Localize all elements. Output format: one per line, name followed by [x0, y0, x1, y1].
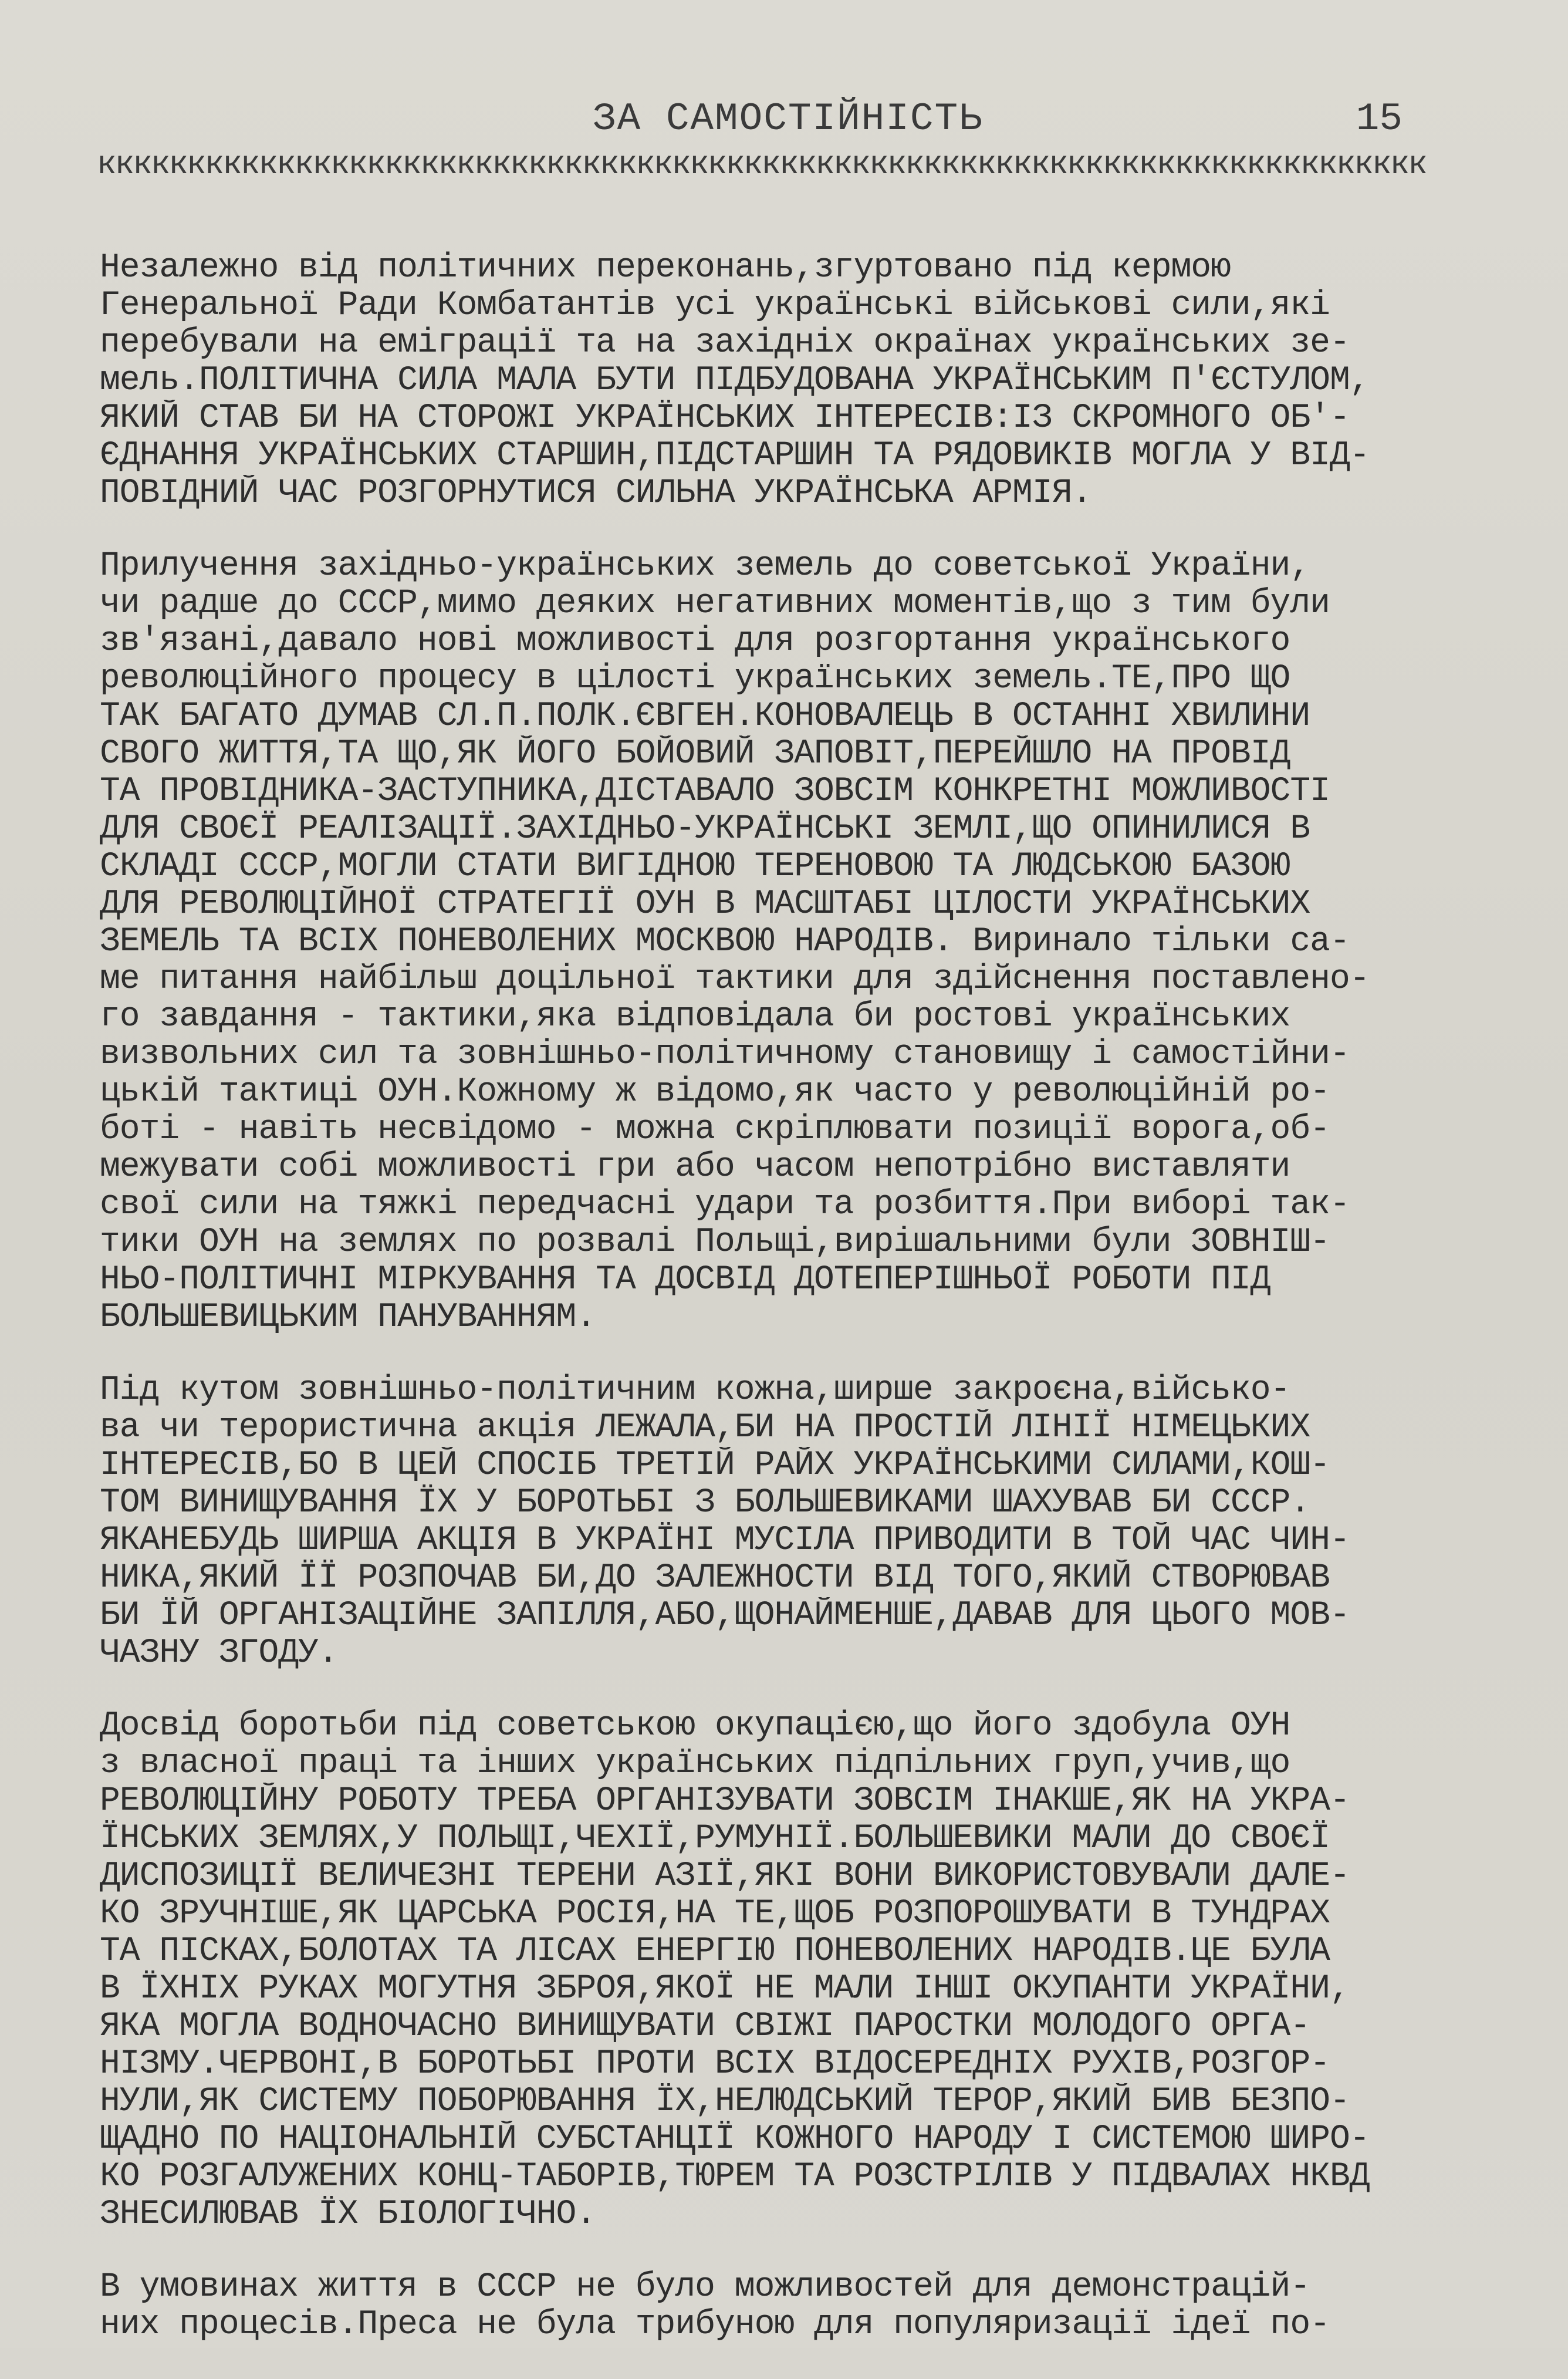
- typed-rule-line: кккккккккккккккккккккккккккккккккккккккккккккккккккккккккккккккккккккккккк: [97, 146, 1426, 183]
- page-number: 15: [1356, 97, 1403, 141]
- paragraph-2: [100, 548, 1485, 1337]
- text-line: визвольних сил та зовнішньо-політичному становищу і самостійни-: [100, 1036, 1350, 1074]
- text-line: В ЇХНІХ РУКАХ МОГУТНЯ ЗБРОЯ,ЯКОЇ НЕ МАЛИ ІНШІ ОКУПАНТИ УКРАЇНИ,: [100, 1970, 1350, 2008]
- text-line: ЗНЕСИЛЮВАВ ЇХ БІОЛОГІЧНО.: [100, 2196, 596, 2233]
- paragraph-4: [100, 1708, 1485, 2233]
- text-line: ТАК БАГАТО ДУМАВ СЛ.П.ПОЛК.ЄВГЕН.КОНОВАЛЕЦЬ В ОСТАННІ ХВИЛИНИ: [100, 698, 1310, 735]
- text-line: Незалежно від політичних переконань,згуртовано під кермою: [100, 249, 1231, 287]
- paragraph-5: [100, 2269, 1485, 2344]
- text-line: БИ ЇЙ ОРГАНІЗАЦІЙНЕ ЗАПІЛЛЯ,АБО,ЩОНАЙМЕНШЕ,ДАВАВ ДЛЯ ЦЬОГО МОВ-: [100, 1597, 1350, 1635]
- text-line: ЧАЗНУ ЗГОДУ.: [100, 1635, 338, 1672]
- text-line: СКЛАДІ СССР,МОГЛИ СТАТИ ВИГІДНОЮ ТЕРЕНОВОЮ ТА ЛЮДСЬКОЮ БАЗОЮ: [100, 848, 1290, 886]
- text-line: НУЛИ,ЯК СИСТЕМУ ПОБОРЮВАННЯ ЇХ,НЕЛЮДСЬКИЙ ТЕРОР,ЯКИЙ БИВ БЕЗПО-: [100, 2083, 1350, 2121]
- text-line: ІНТЕРЕСІВ,БО В ЦЕЙ СПОСІБ ТРЕТІЙ РАЙХ УКРАЇНСЬКИМИ СИЛАМИ,КОШ-: [100, 1447, 1330, 1484]
- text-line: них процесів.Преса не була трибуною для популяризації ідеї по-: [100, 2306, 1330, 2344]
- text-line: перебували на еміграції та на західніх окраїнах українських зе-: [100, 325, 1350, 362]
- text-line: В умовинах життя в СССР не було можливостей для демонстрацій-: [100, 2269, 1310, 2306]
- text-line: свої сили на тяжкі передчасні удари та розбиття.При виборі так-: [100, 1186, 1350, 1224]
- text-line: мель.ПОЛІТИЧНА СИЛА МАЛА БУТИ ПІДБУДОВАНА УКРАЇНСЬКИМ П'ЄСТУЛОМ,: [100, 362, 1370, 400]
- page-header: [153, 97, 1426, 150]
- text-line: КО ЗРУЧНІШЕ,ЯК ЦАРСЬКА РОСІЯ,НА ТЕ,ЩОБ РОЗПОРОШУВАТИ В ТУНДРАХ: [100, 1895, 1330, 1933]
- text-line: ДЛЯ СВОЄЇ РЕАЛІЗАЦІЇ.ЗАХІДНЬО-УКРАЇНСЬКІ ЗЕМЛІ,ЩО ОПИНИЛИСЯ В: [100, 811, 1310, 848]
- text-line: РЕВОЛЮЦІЙНУ РОБОТУ ТРЕБА ОРГАНІЗУВАТИ ЗОВСІМ ІНАКШЕ,ЯК НА УКРА-: [100, 1783, 1350, 1820]
- text-line: ДЛЯ РЕВОЛЮЦІЙНОЇ СТРАТЕГІЇ ОУН В МАСШТАБІ ЦІЛОСТИ УКРАЇНСЬКИХ: [100, 886, 1310, 923]
- text-line: з власної праці та інших українських підпільних груп,учив,що: [100, 1745, 1290, 1783]
- text-line: ЯКА МОГЛА ВОДНОЧАСНО ВИНИЩУВАТИ СВІЖІ ПАРОСТКИ МОЛОДОГО ОРГА-: [100, 2008, 1310, 2046]
- text-line: ва чи терористична акція ЛЕЖАЛА,БИ НА ПРОСТІЙ ЛІНІЇ НІМЕЦЬКИХ: [100, 1409, 1310, 1447]
- text-line: ТОМ ВИНИЩУВАННЯ ЇХ У БОРОТЬБІ З БОЛЬШЕВИКАМИ ШАХУВАВ БИ СССР.: [100, 1484, 1310, 1522]
- text-line: Досвід боротьби під советською окупацією,що його здобула ОУН: [100, 1708, 1290, 1745]
- text-line: Під кутом зовнішньо-політичним кожна,ширше закроєна,військо-: [100, 1372, 1290, 1409]
- text-line: чи радше до СССР,мимо деяких негативних моментів,що з тим були: [100, 585, 1330, 623]
- document-body: [100, 249, 1485, 2379]
- text-line: Генеральної Ради Комбатантів усі українські військові сили,які: [100, 287, 1330, 325]
- text-line: го завдання - тактики,яка відповідала би ростові українських: [100, 998, 1290, 1036]
- text-line: ТА ПІСКАХ,БОЛОТАХ ТА ЛІСАХ ЕНЕРГІЮ ПОНЕВОЛЕНИХ НАРОДІВ.ЦЕ БУЛА: [100, 1933, 1330, 1970]
- text-line: ДИСПОЗИЦІЇ ВЕЛИЧЕЗНІ ТЕРЕНИ АЗІЇ,ЯКІ ВОНИ ВИКОРИСТОВУВАЛИ ДАЛЕ-: [100, 1858, 1350, 1895]
- text-line: зв'язані,давало нові можливості для розгортання українського: [100, 623, 1290, 660]
- text-line: ЯКИЙ СТАВ БИ НА СТОРОЖІ УКРАЇНСЬКИХ ІНТЕРЕСІВ:ІЗ СКРОМНОГО ОБ'-: [100, 400, 1350, 437]
- text-line: ТА ПРОВІДНИКА-ЗАСТУПНИКА,ДІСТАВАЛО ЗОВСІМ КОНКРЕТНІ МОЖЛИВОСТІ: [100, 773, 1330, 811]
- text-line: НІЗМУ.ЧЕРВОНІ,В БОРОТЬБІ ПРОТИ ВСІХ ВІДОСЕРЕДНІХ РУХІВ,РОЗГОР-: [100, 2046, 1330, 2083]
- text-line: ЯКАНЕБУДЬ ШИРША АКЦІЯ В УКРАЇНІ МУСІЛА ПРИВОДИТИ В ТОЙ ЧАС ЧИН-: [100, 1522, 1350, 1560]
- text-line: ме питання найбільш доцільної тактики для здійснення поставлено-: [100, 961, 1370, 998]
- text-line: межувати собі можливості гри або часом непотрібно виставляти: [100, 1149, 1290, 1186]
- text-line: тики ОУН на землях по розвалі Польщі,вирішальними були ЗОВНІШ-: [100, 1224, 1330, 1261]
- text-line: цькій тактиці ОУН.Кожному ж відомо,як часто у революційній ро-: [100, 1074, 1330, 1111]
- text-line: ПОВІДНИЙ ЧАС РОЗГОРНУТИСЯ СИЛЬНА УКРАЇНСЬКА АРМІЯ.: [100, 475, 1092, 512]
- text-line: ЇНСЬКИХ ЗЕМЛЯХ,У ПОЛЬЩІ,ЧЕХІЇ,РУМУНІЇ.БОЛЬШЕВИКИ МАЛИ ДО СВОЄЇ: [100, 1820, 1330, 1858]
- text-line: Прилучення західньо-українських земель до советської України,: [100, 548, 1310, 585]
- text-line: ЄДНАННЯ УКРАЇНСЬКИХ СТАРШИН,ПІДСТАРШИН ТА РЯДОВИКІВ МОГЛА У ВІД-: [100, 437, 1370, 475]
- text-line: НЬО-ПОЛІТИЧНІ МІРКУВАННЯ ТА ДОСВІД ДОТЕПЕРІШНЬОЇ РОБОТИ ПІД: [100, 1261, 1270, 1299]
- text-line: боті - навіть несвідомо - можна скріплювати позиції ворога,об-: [100, 1111, 1330, 1149]
- running-title: ЗА САМОСТІЙНІСТЬ: [593, 97, 984, 141]
- text-line: БОЛЬШЕВИЦЬКИМ ПАНУВАННЯМ.: [100, 1299, 596, 1337]
- text-line: революційного процесу в цілості українських земель.ТЕ,ПРО ЩО: [100, 660, 1290, 698]
- text-line: КО РОЗГАЛУЖЕНИХ КОНЦ-ТАБОРІВ,ТЮРЕМ ТА РОЗСТРІЛІВ У ПІДВАЛАХ НКВД: [100, 2158, 1370, 2196]
- text-line: НИКА,ЯКИЙ ЇЇ РОЗПОЧАВ БИ,ДО ЗАЛЕЖНОСТИ ВІД ТОГО,ЯКИЙ СТВОРЮВАВ: [100, 1560, 1330, 1597]
- paragraph-1: [100, 249, 1485, 512]
- text-line: ЩАДНО ПО НАЦІОНАЛЬНІЙ СУБСТАНЦІЇ КОЖНОГО НАРОДУ І СИСТЕМОЮ ШИРО-: [100, 2121, 1370, 2158]
- text-line: СВОГО ЖИТТЯ,ТА ЩО,ЯК ЙОГО БОЙОВИЙ ЗАПОВІТ,ПЕРЕЙШЛО НА ПРОВІД: [100, 735, 1290, 773]
- text-line: ЗЕМЕЛЬ ТА ВСІХ ПОНЕВОЛЕНИХ МОСКВОЮ НАРОДІВ. Виринало тільки са-: [100, 923, 1350, 961]
- paragraph-3: [100, 1372, 1485, 1672]
